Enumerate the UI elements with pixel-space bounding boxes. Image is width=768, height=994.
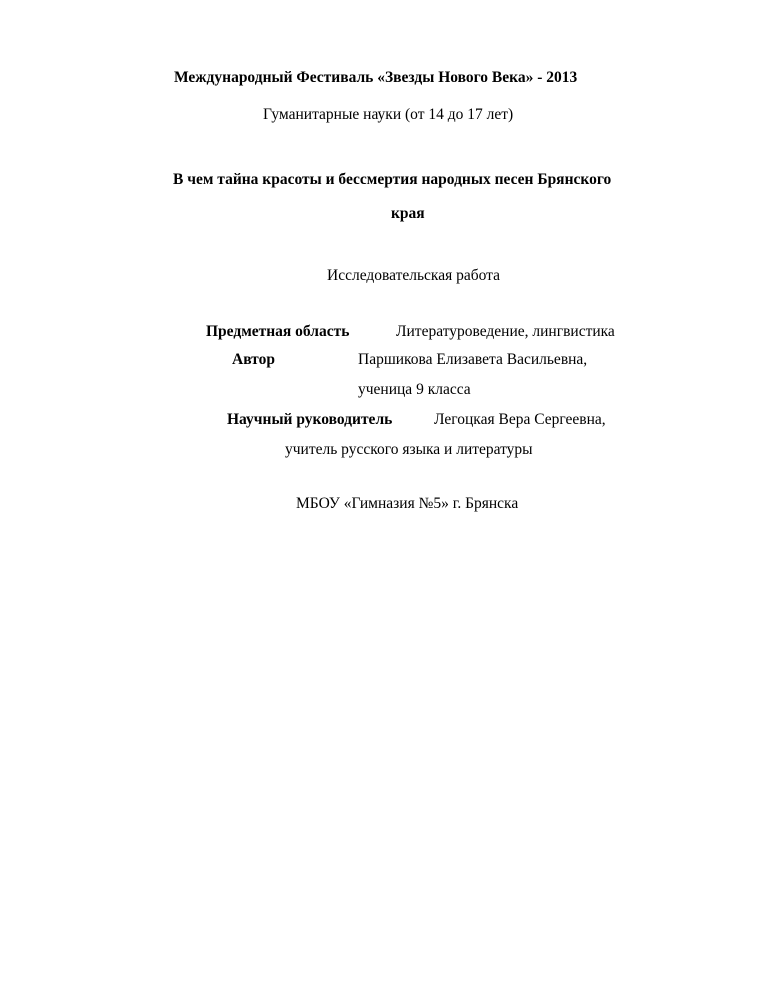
supervisor-position: учитель русского языка и литературы: [285, 441, 533, 458]
supervisor-value: Легоцкая Вера Сергеевна,: [434, 411, 606, 428]
subject-value: Литературоведение, лингвистика: [396, 323, 615, 340]
work-type: Исследовательская работа: [327, 267, 501, 284]
supervisor-label: Научный руководитель: [227, 411, 393, 428]
author-value: Паршикова Елизавета Васильевна,: [358, 351, 588, 368]
category-line: Гуманитарные науки (от 14 до 17 лет): [263, 106, 514, 123]
title-line-2: края: [391, 205, 425, 222]
festival-heading: Международный Фестиваль «Звезды Нового Века» - 2013: [174, 69, 578, 86]
author-label: Автор: [232, 351, 275, 368]
school-name: МБОУ «Гимназия №5» г. Брянска: [296, 495, 519, 512]
subject-label: Предметная область: [206, 323, 350, 340]
title-line-1: В чем тайна красоты и бессмертия народных песен Брянского: [173, 171, 612, 188]
author-grade: ученица 9 класса: [358, 381, 471, 398]
